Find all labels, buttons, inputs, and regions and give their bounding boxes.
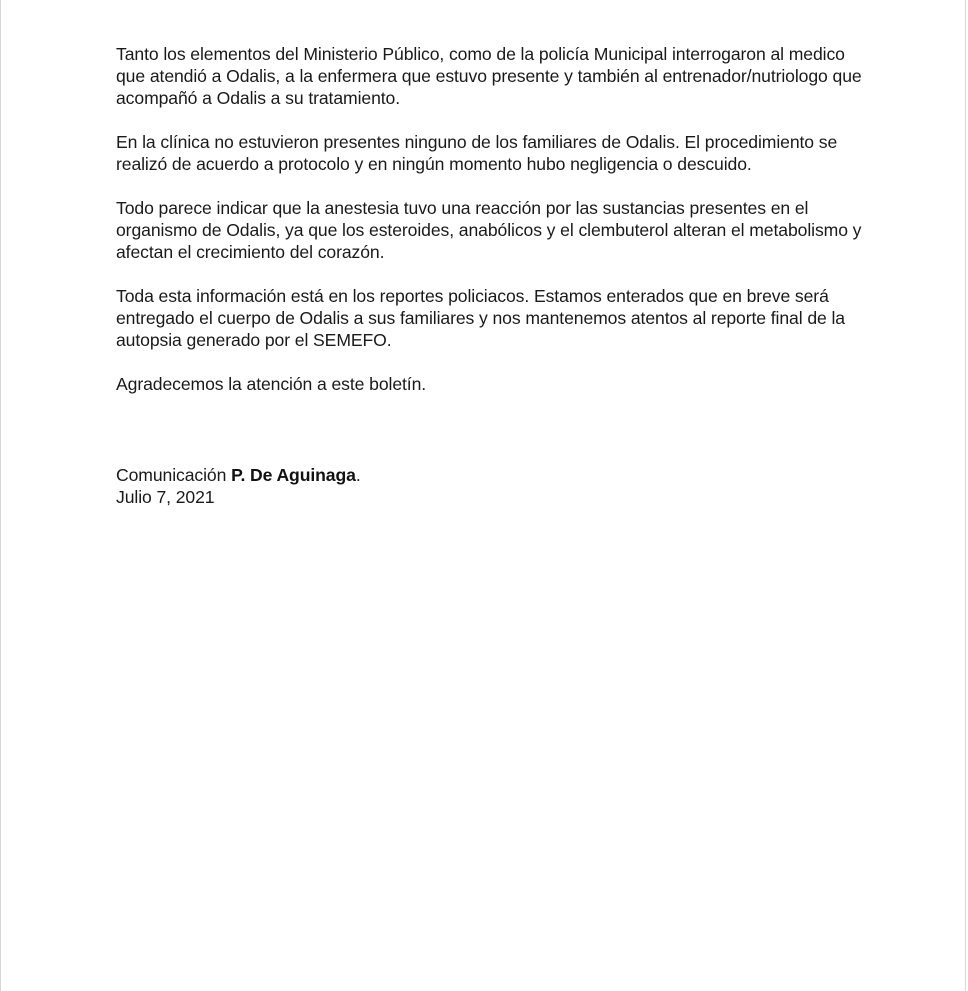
paragraph-clinic-procedure: En la clínica no estuvieron presentes ninguno de los familiares de Odalis. El procedimiento se realizó de acuerdo a protocolo y en ningún momento hubo negligencia o descuido. [116,132,838,174]
signature-block [116,464,716,508]
signature-prefix: Comunicación [116,465,232,485]
paragraph-thanks: Agradecemos la atención a este boletín. [116,374,427,394]
paragraph-police-reports: Toda esta información está en los reportes policiacos. Estamos enterados que en breve será entregado el cuerpo de Odalis a sus familiares y nos mantenemos atentos al reporte final de la autopsia generado por el SEMEFO. [116,286,845,350]
document-body [116,43,866,395]
signature-suffix: . [355,465,361,485]
signature-name: P. De Aguinaga [231,465,356,485]
signature-line [116,464,716,486]
paragraph-anesthesia-reaction: Todo parece indicar que la anestesia tuvo una reacción por las sustancias presentes en el organismo de Odalis, ya que los esteroides, anabólicos y el clembuterol alteran el metabolismo y afectan el crecimiento del corazón. [116,198,862,262]
paragraph-interrogation: Tanto los elementos del Ministerio Público, como de la policía Municipal interrogaron al medico que atendió a Odalis, a la enfermera que estuvo presente y también al entrenador/nutriologo que acompañó a Odalis a su tratamiento. [116,44,862,108]
signature-date: Julio 7, 2021 [116,487,215,507]
